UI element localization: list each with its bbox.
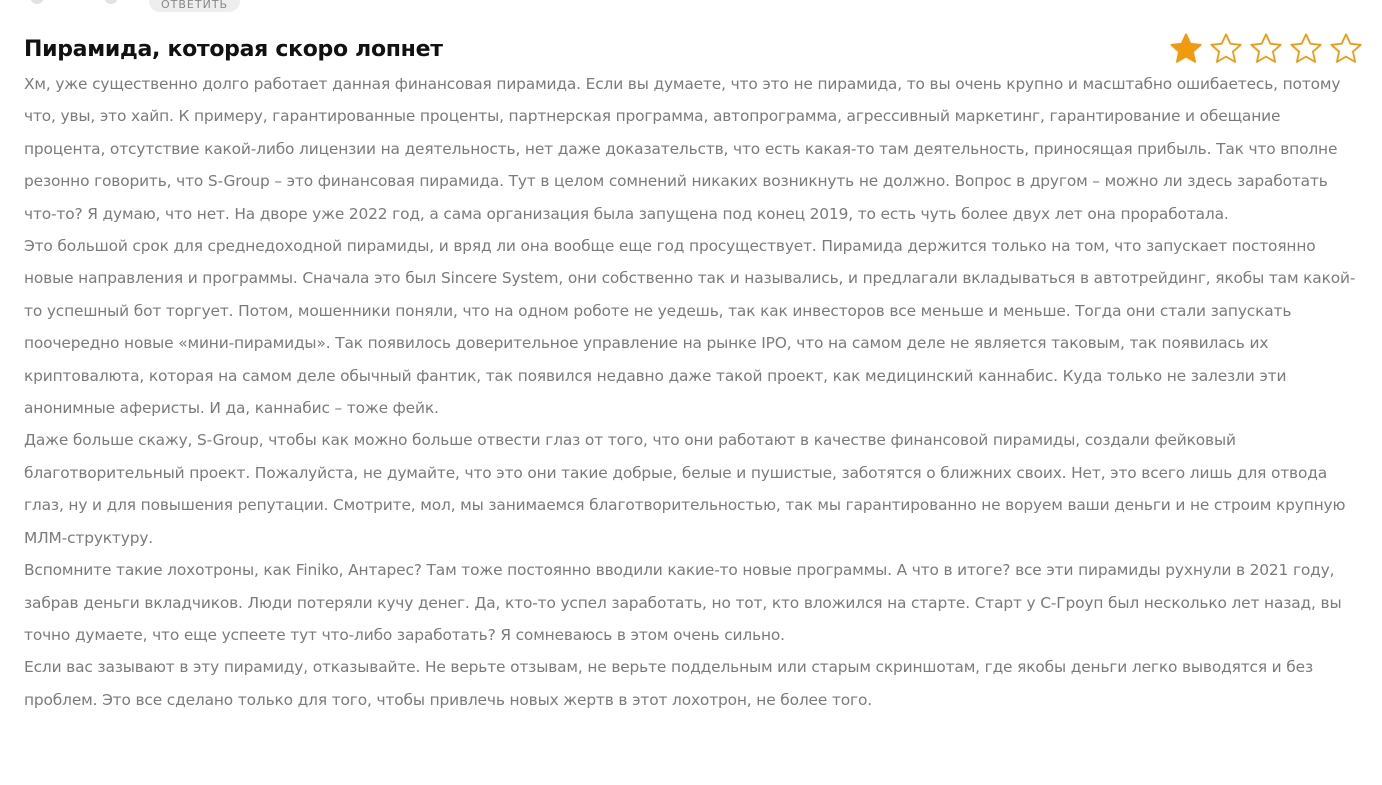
review-paragraph: Это большой срок для среднедоходной пирамиды, и вряд ли она вообще еще год просуществует. Пирамида держится только на том, что запускает постоянно новые направления и программы. Сначала это был Sincere System, они собственно так и назывались, и предлагали вкладываться в автотрейдинг, якобы там какой-то успешный бот торгует. Потом, мошенники поняли, что на одном роботе не уедешь, так как инвесторов все меньше и меньше. Тогда они стали запускать поочередно новые «мини-пирамиды». Так появилось доверительное управление на рынке IPO, что на самом деле не является таковым, так появилась их криптовалюта, которая на самом деле обычный фантик, так появился недавно даже такой проект, как медицинский каннабис. Куда только не залезли эти анонимные аферисты. И да, каннабис – тоже фейк.	[24, 237, 1356, 418]
previous-comment-footer	[0, 0, 1382, 14]
review-paragraph: Хм, уже существенно долго работает данная финансовая пирамида. Если вы думаете, что это не пирамида, то вы очень крупно и масштабно ошибаетесь, потому что, увы, это хайп. К примеру, гарантированные проценты, партнерская программа, автопрограмма, агрессивный маркетинг, гарантирование и обещание процента, отсутствие какой-либо лицензии на деятельность, нет даже доказательств, что есть какая-то там деятельность, приносящая прибыль. Так что вполне резонно говорить, что S-Group – это финансовая пирамида. Тут в целом сомнений никаких возникнуть не должно. Вопрос в другом – можно ли здесь заработать что-то? Я думаю, что нет. На дворе уже 2022 год, а сама организация была запущена под конец 2019, то есть чуть более двух лет она проработала.	[24, 75, 1341, 223]
star-icon-filled	[1168, 31, 1204, 67]
star-icon-empty	[1288, 31, 1324, 67]
star-icon-empty	[1328, 31, 1364, 67]
like-icon[interactable]	[30, 0, 44, 4]
review-paragraph: Если вас зазывают в эту пирамиду, отказывайте. Не верьте отзывам, не верьте поддельным или старым скриншотам, где якобы деньги легко выводятся и без проблем. Это все сделано только для того, чтобы привлечь новых жертв в этот лохотрон, не более того.	[24, 658, 1313, 709]
star-rating	[1168, 31, 1364, 67]
review-paragraph: Вспомните такие лохотроны, как Finiko, Антарес? Там тоже постоянно вводили какие-то новые программы. А что в итоге? все эти пирамиды рухнули в 2021 году, забрав деньги вкладчиков. Люди потеряли кучу денег. Да, кто-то успел заработать, но тот, кто вложился на старте. Старт у С-Гроуп был несколько лет назад, вы точно думаете, что еще успеете тут что-либо заработать? Я сомневаюсь в этом очень сильно.	[24, 561, 1342, 644]
star-icon-empty	[1208, 31, 1244, 67]
review-title: Пирамида, которая скоро лопнет	[24, 37, 443, 62]
review-paragraph: Даже больше скажу, S-Group, чтобы как можно больше отвести глаз от того, что они работают в качестве финансовой пирамиды, создали фейковый благотворительный проект. Пожалуйста, не думайте, что это они такие добрые, белые и пушистые, заботятся о ближних своих. Нет, это всего лишь для отвода глаз, ну и для повышения репутации. Смотрите, мол, мы занимаемся благотворительностью, так мы гарантированно не воруем ваши деньги и не строим крупную МЛМ-структуру.	[24, 431, 1346, 547]
star-icon-empty	[1248, 31, 1284, 67]
dislike-icon[interactable]	[104, 0, 118, 4]
reply-button[interactable]: ОТВЕТИТЬ	[149, 0, 240, 12]
review-body	[24, 68, 1364, 716]
review-card	[24, 34, 1364, 716]
